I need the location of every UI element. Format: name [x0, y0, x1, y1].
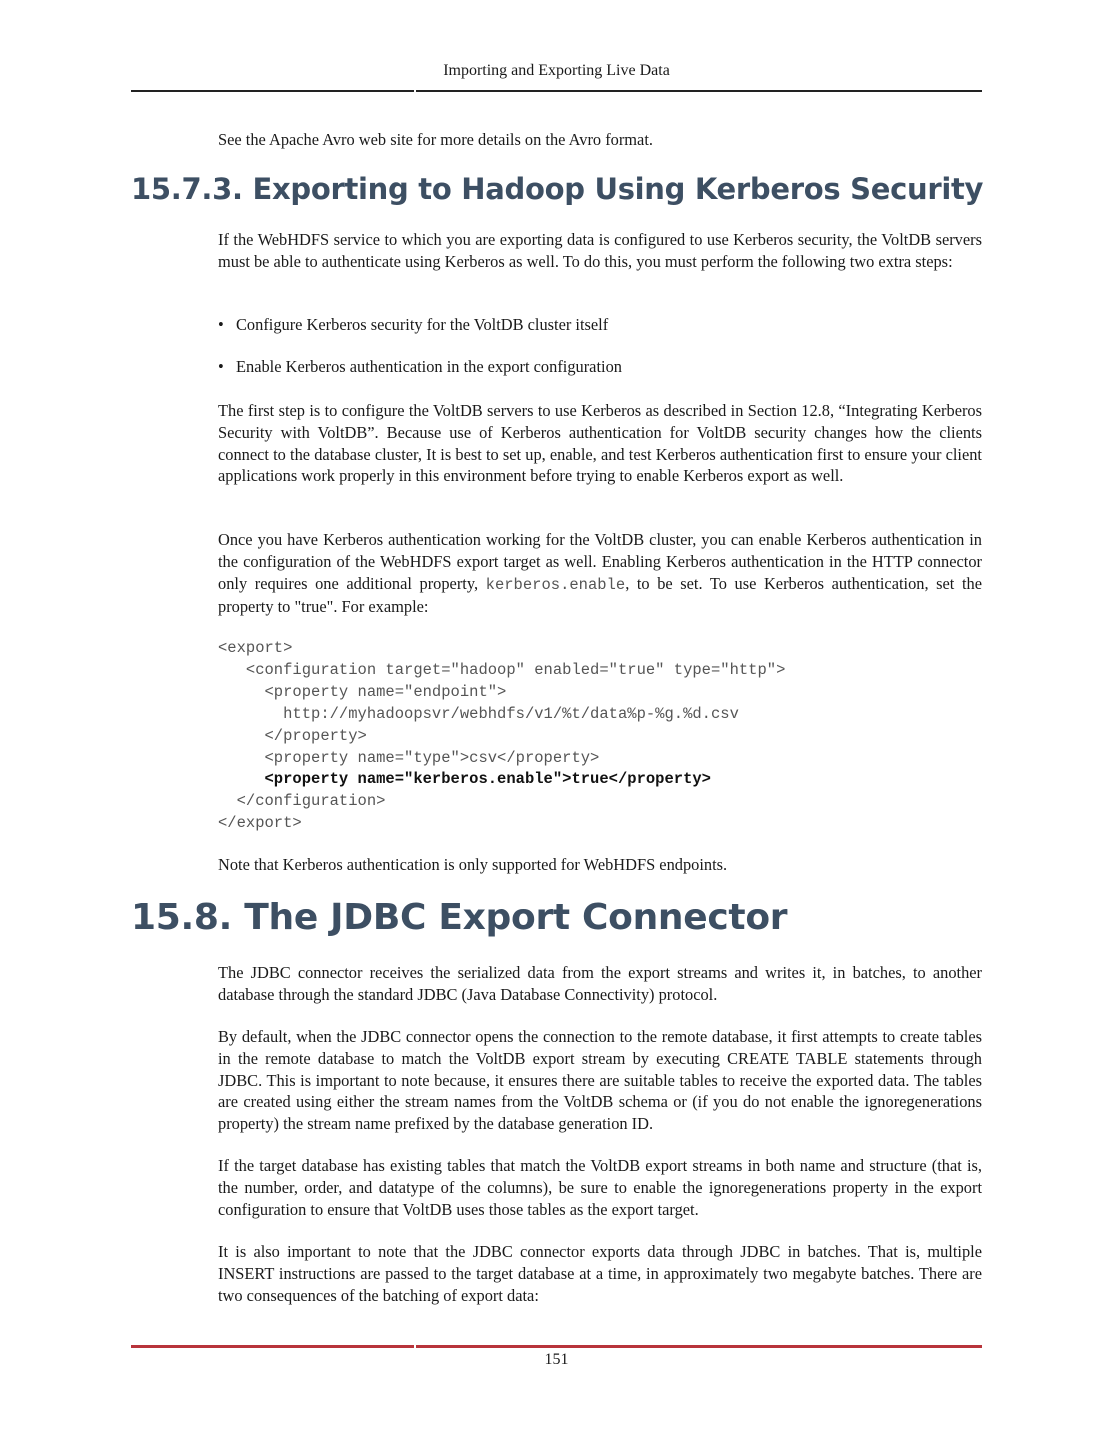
- paragraph: By default, when the JDBC connector opens the connection to the remote database, it first attempts to create tables in the remote database to match the VoltDB export stream by executing CREATE TABLE statements through JDBC. This is important to note because, it ensures there are suitable tables to receive the exported data. The tables are created using either the stream names from the VoltDB schema or (if you do not enable the ignoregenerations property) the stream name prefixed by the database generation ID.: [218, 1027, 982, 1134]
- paragraph: It is also important to note that the JDBC connector exports data through JDBC in batches. That is, multiple INSERT instructions are passed to the target database at a time, in approximately two megabyte batches. There are two consequences of the batching of export data:: [218, 1242, 982, 1305]
- running-header: Importing and Exporting Live Data: [443, 62, 670, 79]
- paragraph: Note that Kerberos authentication is only supported for WebHDFS endpoints.: [218, 855, 728, 874]
- section-heading-15-7-3: 15.7.3. Exporting to Hadoop Using Kerberos Security: [131, 172, 984, 206]
- list-item: • Enable Kerberos authentication in the export configuration: [218, 357, 622, 376]
- list-item: • Configure Kerberos security for the VoltDB cluster itself: [218, 315, 609, 334]
- bullet-icon: •: [218, 315, 224, 334]
- page-number: 151: [544, 1351, 569, 1368]
- header-rule: [131, 90, 982, 92]
- bullet-icon: •: [218, 357, 224, 376]
- intro-paragraph: See the Apache Avro web site for more details on the Avro format.: [218, 130, 653, 149]
- inline-code: kerberos.enable: [485, 575, 626, 594]
- footer-rule: [131, 1345, 982, 1348]
- code-highlight-line: <property name="kerberos.enable">true</property>: [218, 770, 711, 789]
- section-heading-15-8: 15.8. The JDBC Export Connector: [131, 897, 788, 938]
- paragraph: The first step is to configure the VoltDB servers to use Kerberos as described in Section 12.8, “Integrating Kerberos Security with VoltDB”. Because use of Kerberos authentication for VoltDB security changes how the clients connect to the database cluster, It is best to set up, enable, and test Kerberos authentication first to ensure your client applications work properly in this environment before trying to enable Kerberos export as well.: [218, 401, 982, 486]
- paragraph: If the target database has existing tables that match the VoltDB export streams in both name and structure (that is, the number, order, and datatype of the columns), be sure to enable the ignoregenerations property in the export configuration to ensure that VoltDB uses those tables as the export target.: [218, 1156, 982, 1219]
- paragraph: Once you have Kerberos authentication working for the VoltDB cluster, you can enable Kerberos authentication in the configuration of the WebHDFS export target as well. Enabling Kerberos authentication in the HTTP connector only requires one additional property, kerberos.enable, to be set. To use Kerberos authentication, set the property to "true". For example:: [218, 530, 982, 617]
- paragraph: If the WebHDFS service to which you are exporting data is configured to use Kerberos security, the VoltDB servers must be able to authenticate using Kerberos as well. To do this, you must perform the following two extra steps:: [218, 230, 982, 271]
- code-block: <export> <configuration target="hadoop" enabled="true" type="http"> <property name="endpoint"> http://myhadoopsvr/webhdfs/v1/%t/data%p-%g.%d.csv </property> <property name="type">csv</property> <property name="kerberos.enable">true</property> </configuration> </export>: [218, 639, 786, 833]
- paragraph: The JDBC connector receives the serialized data from the export streams and writes it, in batches, to another database through the standard JDBC (Java Database Connectivity) protocol.: [218, 963, 982, 1004]
